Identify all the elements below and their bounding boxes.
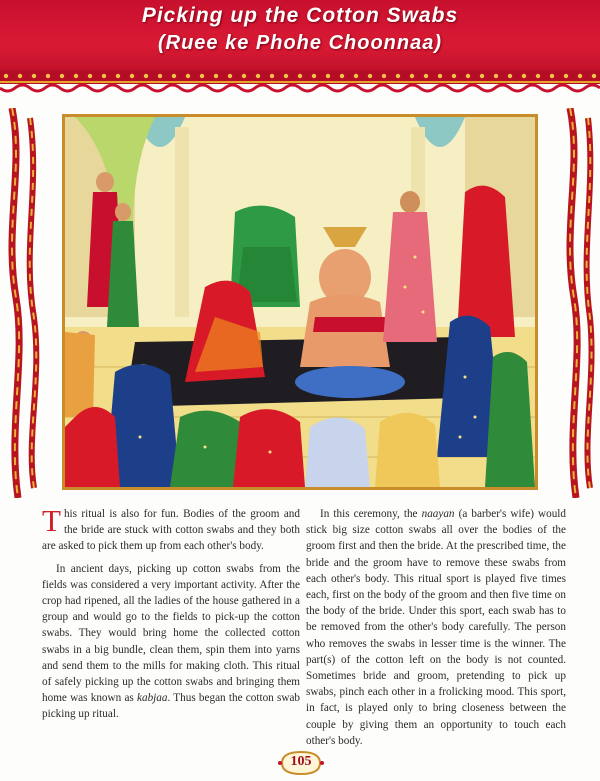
page-number-badge (278, 750, 324, 776)
text-column-left (42, 503, 300, 729)
italic-term: naayan (421, 508, 455, 520)
drop-cap: T (42, 503, 61, 538)
decorative-border-icon (0, 70, 600, 96)
paragraph-text: In this ceremony, the (320, 508, 422, 520)
page-title: Picking up the Cotton Swabs (141, 4, 459, 27)
paragraph-text: In ancient days, picking up cotton swabs from the fields was considered a very important activity. After the crop had ripened, all the ladies of the house gathered in a group and would go to the fields to pick-up the cotton swabs. They would bring home the collected cotton swabs in a big bundle, clean them, spin them into yarns and send them to the mills for making cloth. This ritual of safely picking up the cotton swabs and bringing them home was known as (42, 562, 300, 705)
italic-term: kabjaa (137, 692, 168, 705)
ganesha-wedding-ritual-painting (65, 117, 535, 487)
left-ornament-icon (2, 108, 42, 498)
page-subtitle: (Ruee ke Phohe Choonnaa) (157, 32, 443, 54)
right-ornament-icon (558, 108, 598, 498)
paragraph (42, 503, 300, 555)
paragraph-text: (a barber's wife) would stick big size cotton swabs all over the bodies of the groom first and then the bride. At the prescribed time, the bride and the groom have to remove these swabs from each other's body. This ritual sport is played five times each, first on the body of the groom and then five time on the body of the bride. Under this sport, each swab has to be removed from the other's body carefully. The person who removes the swabs in lesser time is the winner. The part(s) of the cotton left on the body is not counted. Sometimes bride and groom, pretending to pick up swabs, pinch each other in a frolicking mood. This sport, in fact, is played only to bring closeness between the couple by giving them an opportunity to touch each other's body. (306, 508, 566, 747)
paragraph-text: his ritual is also for fun. Bodies of the groom and the bride are stuck with cotton swabs and they both are asked to pick them up from each other's body. (42, 508, 300, 553)
text-column-right (306, 506, 566, 755)
ritual-illustration (62, 114, 538, 490)
paragraph (306, 506, 566, 749)
page-number: 105 (290, 754, 312, 769)
paragraph (42, 561, 300, 723)
paragraph-text: . Thus began the cotton swab picking up ritual. (42, 692, 300, 721)
